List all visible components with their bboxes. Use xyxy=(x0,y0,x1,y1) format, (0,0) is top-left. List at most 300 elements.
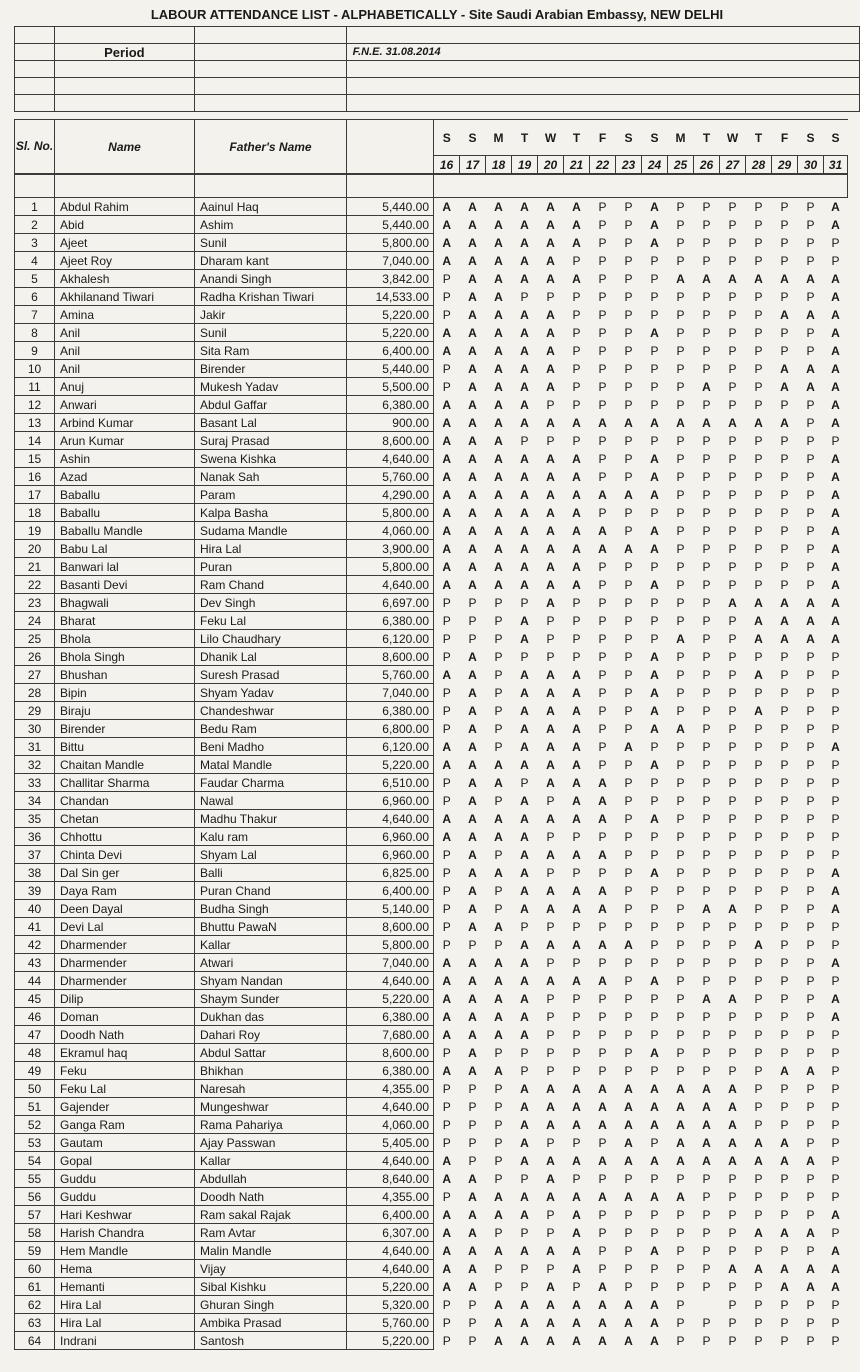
attendance-mark: A xyxy=(624,1081,633,1096)
attendance-mark: A xyxy=(442,559,452,574)
attendance-mark: P xyxy=(676,1333,685,1348)
attendance-mark: P xyxy=(702,397,711,412)
attendance-mark: P xyxy=(624,775,633,790)
table-row xyxy=(15,1260,848,1278)
attendance-mark: P xyxy=(754,847,763,862)
attendance-mark: A xyxy=(494,253,503,268)
name-cell: Ajeet xyxy=(55,234,195,252)
serial-number-cell: 13 xyxy=(15,414,55,432)
name-cell: Banwari lal xyxy=(55,558,195,576)
attendance-mark: A xyxy=(546,379,555,394)
attendance-mark: A xyxy=(650,1045,659,1060)
attendance-mark: A xyxy=(442,1225,452,1240)
attendance-mark: A xyxy=(572,883,581,898)
name-cell: Ganga Ram xyxy=(55,1116,195,1134)
attendance-mark: A xyxy=(468,559,477,574)
attendance-mark: P xyxy=(624,955,633,970)
attendance-mark: A xyxy=(442,415,452,430)
attendance-mark: P xyxy=(728,469,737,484)
attendance-mark: A xyxy=(494,271,503,286)
attendance-mark: A xyxy=(598,1081,607,1096)
attendance-mark: A xyxy=(676,1135,685,1150)
day-of-week-header: S xyxy=(434,120,460,156)
attendance-mark: P xyxy=(806,433,815,448)
attendance-mark: P xyxy=(728,523,737,538)
attendance-mark: P xyxy=(546,649,555,664)
name-cell: Akhilanand Tiwari xyxy=(55,288,195,306)
attendance-mark: P xyxy=(728,1315,737,1330)
attendance-mark: A xyxy=(520,829,529,844)
attendance-mark: A xyxy=(520,541,529,556)
attendance-mark: A xyxy=(546,685,555,700)
attendance-mark: A xyxy=(468,703,477,718)
attendance-mark: P xyxy=(702,325,711,340)
attendance-mark: P xyxy=(728,973,737,988)
attendance-mark: P xyxy=(676,1243,685,1258)
serial-number-cell: 27 xyxy=(15,666,55,684)
attendance-mark: A xyxy=(520,415,529,430)
name-cell: Baballu Mandle xyxy=(55,522,195,540)
attendance-mark: P xyxy=(650,1261,659,1276)
father-name-cell: Dev Singh xyxy=(195,594,347,612)
attendance-mark: P xyxy=(831,973,840,988)
attendance-mark: A xyxy=(780,613,789,628)
attendance-mark: A xyxy=(650,1153,659,1168)
attendance-mark: P xyxy=(780,775,789,790)
attendance-mark: A xyxy=(520,199,529,214)
attendance-mark: A xyxy=(676,1189,685,1204)
attendance-mark: A xyxy=(598,883,607,898)
attendance-mark: P xyxy=(572,1279,581,1294)
attendance-mark: P xyxy=(598,991,607,1006)
attendance-mark: P xyxy=(676,1207,685,1222)
table-row xyxy=(15,972,848,990)
amount-cell: 8,640.00 xyxy=(347,1170,434,1188)
attendance-mark: A xyxy=(520,865,529,880)
attendance-mark: P xyxy=(650,829,659,844)
amount-cell: 4,640.00 xyxy=(347,450,434,468)
attendance-mark: P xyxy=(650,793,659,808)
attendance-mark: A xyxy=(442,811,452,826)
attendance-mark: A xyxy=(650,865,659,880)
serial-number-cell: 20 xyxy=(15,540,55,558)
attendance-mark: A xyxy=(546,235,555,250)
table-row xyxy=(15,1170,848,1188)
attendance-mark: P xyxy=(676,559,685,574)
attendance-mark: A xyxy=(442,1009,452,1024)
serial-number-cell: 40 xyxy=(15,900,55,918)
attendance-mark: P xyxy=(780,811,789,826)
attendance-mark: A xyxy=(728,901,737,916)
attendance-mark: P xyxy=(728,433,737,448)
attendance-mark: A xyxy=(468,739,477,754)
father-name-cell: Sita Ram xyxy=(195,342,347,360)
amount-cell: 5,800.00 xyxy=(347,504,434,522)
attendance-mark: P xyxy=(494,1225,503,1240)
attendance-mark: P xyxy=(702,883,711,898)
attendance-table xyxy=(14,174,848,1350)
attendance-mark: A xyxy=(520,253,529,268)
attendance-mark: P xyxy=(780,1189,789,1204)
attendance-mark: P xyxy=(650,739,659,754)
table-row xyxy=(15,1008,848,1026)
attendance-mark: P xyxy=(806,757,815,772)
attendance-mark: A xyxy=(831,955,840,970)
serial-number-cell: 64 xyxy=(15,1332,55,1350)
attendance-mark: P xyxy=(676,1261,685,1276)
attendance-mark: A xyxy=(572,415,581,430)
attendance-mark: A xyxy=(831,559,840,574)
attendance-mark: P xyxy=(754,253,763,268)
attendance-mark: A xyxy=(546,1333,555,1348)
attendance-mark: A xyxy=(780,1261,789,1276)
attendance-mark: P xyxy=(676,487,685,502)
attendance-mark: P xyxy=(728,451,737,466)
attendance-mark: P xyxy=(650,307,659,322)
attendance-mark: A xyxy=(572,1315,581,1330)
name-cell: Dharmender xyxy=(55,936,195,954)
attendance-mark: A xyxy=(598,1315,607,1330)
attendance-mark: A xyxy=(754,1135,763,1150)
attendance-mark: A xyxy=(468,307,477,322)
attendance-mark: P xyxy=(624,685,633,700)
attendance-mark: P xyxy=(546,289,555,304)
attendance-mark: A xyxy=(546,451,555,466)
attendance-mark: P xyxy=(650,1279,659,1294)
attendance-mark: P xyxy=(780,541,789,556)
attendance-mark: A xyxy=(468,469,477,484)
attendance-mark: A xyxy=(468,379,477,394)
attendance-mark: P xyxy=(572,1063,581,1078)
date-header: 29 xyxy=(772,156,798,174)
attendance-mark: P xyxy=(702,1045,711,1060)
attendance-mark: P xyxy=(780,487,789,502)
attendance-mark: A xyxy=(546,1297,555,1312)
father-name-cell: Hira Lal xyxy=(195,540,347,558)
attendance-mark: P xyxy=(806,199,815,214)
attendance-mark: P xyxy=(728,559,737,574)
attendance-mark: A xyxy=(572,541,581,556)
serial-number-cell: 58 xyxy=(15,1224,55,1242)
attendance-mark: P xyxy=(650,937,659,952)
attendance-mark: P xyxy=(728,757,737,772)
serial-number-cell: 4 xyxy=(15,252,55,270)
serial-number-cell: 46 xyxy=(15,1008,55,1026)
name-cell: Gajender xyxy=(55,1098,195,1116)
attendance-mark: P xyxy=(831,1099,840,1114)
attendance-mark: P xyxy=(650,1135,659,1150)
attendance-mark: P xyxy=(468,595,477,610)
attendance-mark: P xyxy=(546,1261,555,1276)
attendance-mark: P xyxy=(831,649,840,664)
attendance-mark: A xyxy=(520,1207,529,1222)
name-cell: Chinta Devi xyxy=(55,846,195,864)
attendance-mark: A xyxy=(546,1081,555,1096)
attendance-mark: A xyxy=(546,1189,555,1204)
attendance-mark: P xyxy=(702,1207,711,1222)
attendance-mark: A xyxy=(468,829,477,844)
attendance-mark: A xyxy=(728,1153,737,1168)
attendance-mark: A xyxy=(546,217,555,232)
attendance-mark: P xyxy=(780,1297,789,1312)
father-name-cell: Balli xyxy=(195,864,347,882)
attendance-mark: P xyxy=(676,523,685,538)
attendance-mark: A xyxy=(494,343,503,358)
attendance-mark: P xyxy=(728,289,737,304)
attendance-mark: P xyxy=(754,1027,763,1042)
attendance-mark: A xyxy=(728,1117,737,1132)
attendance-mark: P xyxy=(650,901,659,916)
attendance-mark: A xyxy=(754,271,763,286)
attendance-mark: P xyxy=(650,397,659,412)
attendance-mark: P xyxy=(702,1243,711,1258)
attendance-mark: P xyxy=(520,1171,529,1186)
attendance-mark: P xyxy=(494,1081,503,1096)
table-row xyxy=(15,864,848,882)
day-of-week-header: W xyxy=(720,120,746,156)
attendance-mark: A xyxy=(598,1189,607,1204)
attendance-mark: P xyxy=(624,379,633,394)
attendance-mark: A xyxy=(650,1315,659,1330)
attendance-mark: A xyxy=(598,793,607,808)
attendance-mark: A xyxy=(494,469,503,484)
attendance-mark: A xyxy=(572,685,581,700)
attendance-mark: P xyxy=(806,775,815,790)
attendance-mark: A xyxy=(624,1297,633,1312)
table-row xyxy=(15,378,848,396)
attendance-mark: P xyxy=(702,1225,711,1240)
attendance-mark: P xyxy=(806,1081,815,1096)
attendance-mark: P xyxy=(598,1063,607,1078)
attendance-mark: P xyxy=(780,469,789,484)
day-of-week-header: T xyxy=(564,120,590,156)
attendance-mark: A xyxy=(546,415,555,430)
attendance-mark: A xyxy=(442,541,452,556)
amount-cell: 5,800.00 xyxy=(347,936,434,954)
attendance-mark: A xyxy=(442,1279,452,1294)
attendance-mark: P xyxy=(546,829,555,844)
attendance-mark: P xyxy=(780,829,789,844)
attendance-mark: P xyxy=(572,955,581,970)
attendance-mark: A xyxy=(494,955,503,970)
serial-number-cell: 36 xyxy=(15,828,55,846)
attendance-mark: P xyxy=(442,649,451,664)
attendance-mark: P xyxy=(806,865,815,880)
name-cell: Anwari xyxy=(55,396,195,414)
attendance-mark: A xyxy=(728,991,737,1006)
father-name-cell: Swena Kishka xyxy=(195,450,347,468)
attendance-mark: P xyxy=(650,433,659,448)
attendance-mark: P xyxy=(806,253,815,268)
attendance-mark xyxy=(694,1296,720,1314)
attendance-mark: P xyxy=(806,1207,815,1222)
attendance-mark: A xyxy=(494,577,503,592)
father-name-cell: Abdul Sattar xyxy=(195,1044,347,1062)
attendance-mark: P xyxy=(572,1045,581,1060)
attendance-mark: A xyxy=(598,1279,607,1294)
attendance-mark: P xyxy=(702,433,711,448)
name-cell: Anil xyxy=(55,342,195,360)
attendance-mark: P xyxy=(780,919,789,934)
attendance-mark: A xyxy=(650,685,659,700)
attendance-mark: P xyxy=(624,199,633,214)
attendance-mark: P xyxy=(624,973,633,988)
attendance-mark: P xyxy=(442,847,451,862)
attendance-mark: P xyxy=(494,1171,503,1186)
attendance-mark: A xyxy=(494,1243,503,1258)
amount-header xyxy=(347,120,434,174)
amount-cell: 14,533.00 xyxy=(347,288,434,306)
father-name-cell: Faudar Charma xyxy=(195,774,347,792)
attendance-mark: P xyxy=(676,343,685,358)
attendance-mark: P xyxy=(546,955,555,970)
attendance-mark: P xyxy=(624,505,633,520)
attendance-mark: P xyxy=(650,919,659,934)
attendance-mark: A xyxy=(494,541,503,556)
attendance-mark: P xyxy=(624,343,633,358)
attendance-mark: P xyxy=(806,577,815,592)
attendance-mark: P xyxy=(702,775,711,790)
attendance-mark: P xyxy=(728,685,737,700)
attendance-mark: P xyxy=(780,793,789,808)
name-cell: Harish Chandra xyxy=(55,1224,195,1242)
amount-cell: 4,640.00 xyxy=(347,1098,434,1116)
attendance-mark: P xyxy=(494,847,503,862)
attendance-mark: P xyxy=(676,613,685,628)
attendance-mark: A xyxy=(546,1279,555,1294)
attendance-mark: P xyxy=(831,685,840,700)
attendance-mark: P xyxy=(624,793,633,808)
attendance-mark: P xyxy=(806,721,815,736)
attendance-mark: P xyxy=(702,361,711,376)
attendance-mark: A xyxy=(572,1261,581,1276)
attendance-mark: A xyxy=(572,757,581,772)
attendance-mark: A xyxy=(442,253,452,268)
serial-number-cell: 16 xyxy=(15,468,55,486)
attendance-mark: A xyxy=(468,397,477,412)
attendance-mark: P xyxy=(754,1063,763,1078)
attendance-mark: P xyxy=(572,631,581,646)
attendance-mark: A xyxy=(546,307,555,322)
attendance-mark: P xyxy=(676,667,685,682)
father-name-cell: Abdullah xyxy=(195,1170,347,1188)
attendance-mark: A xyxy=(728,415,737,430)
serial-number-cell: 30 xyxy=(15,720,55,738)
attendance-mark: P xyxy=(702,811,711,826)
name-cell: Guddu xyxy=(55,1170,195,1188)
serial-number-cell: 33 xyxy=(15,774,55,792)
attendance-mark: P xyxy=(598,1171,607,1186)
table-row xyxy=(15,540,848,558)
attendance-mark: P xyxy=(780,667,789,682)
attendance-mark: P xyxy=(520,1225,529,1240)
attendance-mark: A xyxy=(650,577,659,592)
attendance-mark: A xyxy=(831,541,840,556)
name-cell: Doman xyxy=(55,1008,195,1026)
attendance-mark: P xyxy=(598,1045,607,1060)
attendance-mark: P xyxy=(806,1297,815,1312)
attendance-mark: P xyxy=(624,883,633,898)
attendance-mark: A xyxy=(598,1117,607,1132)
attendance-mark: P xyxy=(494,1117,503,1132)
father-name-cell: Ram sakal Rajak xyxy=(195,1206,347,1224)
attendance-mark: P xyxy=(754,199,763,214)
table-row xyxy=(15,504,848,522)
attendance-mark: P xyxy=(831,1117,840,1132)
father-name-cell: Ambika Prasad xyxy=(195,1314,347,1332)
name-cell: Babu Lal xyxy=(55,540,195,558)
attendance-mark: A xyxy=(468,487,477,502)
attendance-mark: A xyxy=(754,667,763,682)
date-header: 26 xyxy=(694,156,720,174)
date-header: 27 xyxy=(720,156,746,174)
attendance-mark: P xyxy=(676,289,685,304)
attendance-mark: A xyxy=(468,973,477,988)
father-name-cell: Sunil xyxy=(195,234,347,252)
attendance-mark: A xyxy=(468,253,477,268)
amount-cell: 6,400.00 xyxy=(347,1206,434,1224)
table-row xyxy=(15,324,848,342)
name-cell: Deen Dayal xyxy=(55,900,195,918)
attendance-mark: P xyxy=(754,451,763,466)
attendance-mark: P xyxy=(676,595,685,610)
amount-cell: 6,960.00 xyxy=(347,792,434,810)
attendance-mark: P xyxy=(676,379,685,394)
name-cell: Abdul Rahim xyxy=(55,198,195,216)
date-header: 17 xyxy=(460,156,486,174)
attendance-mark: P xyxy=(831,919,840,934)
attendance-mark: P xyxy=(728,1297,737,1312)
attendance-mark: A xyxy=(572,847,581,862)
attendance-mark: A xyxy=(572,721,581,736)
attendance-mark: A xyxy=(780,1153,789,1168)
attendance-mark: A xyxy=(650,667,659,682)
attendance-mark: P xyxy=(572,1009,581,1024)
attendance-mark: A xyxy=(546,559,555,574)
attendance-mark: A xyxy=(546,361,555,376)
attendance-mark: A xyxy=(650,1099,659,1114)
attendance-mark: P xyxy=(780,1315,789,1330)
attendance-mark: P xyxy=(624,271,633,286)
attendance-mark: P xyxy=(468,631,477,646)
attendance-mark: A xyxy=(520,559,529,574)
table-row xyxy=(15,1134,848,1152)
attendance-mark: P xyxy=(728,613,737,628)
amount-cell: 6,380.00 xyxy=(347,1008,434,1026)
attendance-mark: A xyxy=(650,721,659,736)
date-header: 25 xyxy=(668,156,694,174)
attendance-mark: P xyxy=(442,289,451,304)
attendance-mark: P xyxy=(702,307,711,322)
amount-cell: 3,842.00 xyxy=(347,270,434,288)
table-row xyxy=(15,1188,848,1206)
father-name-cell: Nanak Sah xyxy=(195,468,347,486)
name-cell: Dal Sin ger xyxy=(55,864,195,882)
attendance-mark: A xyxy=(831,1279,840,1294)
attendance-mark: P xyxy=(650,883,659,898)
attendance-mark: P xyxy=(754,505,763,520)
attendance-mark: P xyxy=(780,739,789,754)
serial-number-cell: 51 xyxy=(15,1098,55,1116)
table-row xyxy=(15,1116,848,1134)
amount-cell: 6,120.00 xyxy=(347,738,434,756)
serial-number-cell: 63 xyxy=(15,1314,55,1332)
attendance-mark: A xyxy=(520,793,529,808)
attendance-mark: A xyxy=(520,1297,529,1312)
attendance-mark: P xyxy=(624,1225,633,1240)
table-row xyxy=(15,900,848,918)
attendance-mark: A xyxy=(546,721,555,736)
